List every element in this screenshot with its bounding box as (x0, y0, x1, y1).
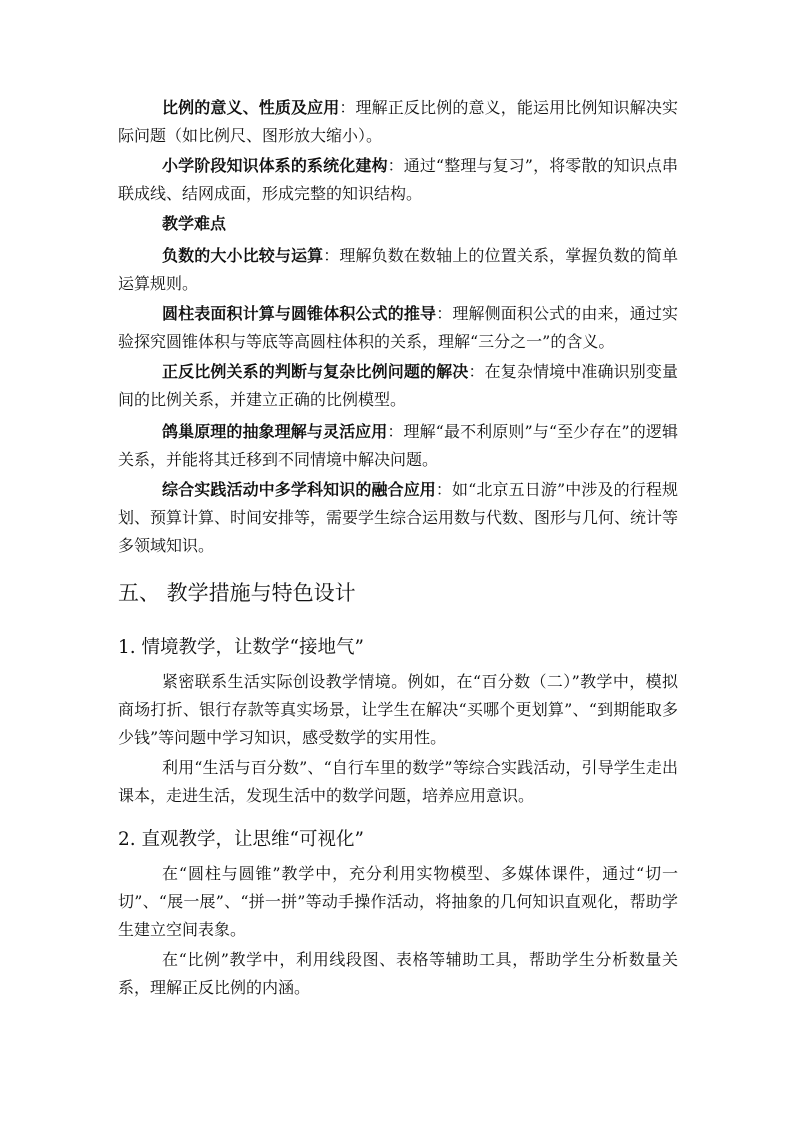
section-title: 五、 教学措施与特色设计 (118, 581, 356, 605)
paragraph-visual-1: 在“圆柱与圆锥”教学中，充分利用实物模型、多媒体课件，通过“切一切”、“展一展”、“拼一拼”等动手操作活动，将抽象的几何知识直观化，帮助学生建立空间表象。 (118, 864, 678, 939)
bold-lead: 综合实践活动中多学科知识的融合应用 (162, 480, 436, 499)
bold-lead: 圆柱表面积计算与圆锥体积公式的推导 (162, 304, 437, 323)
subsection-title-visual: 2. 直观教学，让思维“可视化” (118, 829, 364, 850)
paragraph-text: ：通过“整理与复习”，将零散的知识点串联成线、结网成面，形成完整的知识结构。 (118, 156, 678, 203)
paragraph-pigeonhole (118, 418, 678, 474)
paragraph-proportion-judgement (118, 358, 678, 414)
bold-lead: 正反比例关系的判断与复杂比例问题的解决 (162, 362, 469, 381)
paragraph-text: ：理解“最不利原则”与“至少存在”的逻辑关系，并能将其迁移到不同情境中解决问题。 (118, 422, 678, 469)
paragraph-visual-2: 在“比例”教学中，利用线段图、表格等辅助工具，帮助学生分析数量关系，理解正反比例的内涵。 (118, 950, 678, 997)
paragraph-cylinder-cone (118, 300, 678, 356)
bold-lead: 负数的大小比较与运算 (162, 246, 324, 265)
paragraph-negative-numbers (118, 242, 678, 298)
paragraph-interdisciplinary (118, 476, 678, 560)
paragraph-text: ：如“北京五日游”中涉及的行程规划、预算计算、时间安排等，需要学生综合运用数与代数、图形与几何、统计等多领域知识。 (118, 480, 679, 555)
paragraph-text: ：理解侧面积公式的由来，通过实验探究圆锥体积与等底等高圆柱体积的关系，理解“三分之一”的含义。 (118, 304, 678, 351)
paragraph-proportion (118, 94, 678, 150)
bold-lead: 鸽巢原理的抽象理解与灵活应用 (162, 422, 388, 441)
subsection-title-situational: 1. 情境教学，让数学“接地气” (118, 637, 364, 658)
paragraph-text: ：理解正反比例的意义，能运用比例知识解决实际问题（如比例尺、图形放大缩小）。 (118, 98, 678, 145)
paragraph-situational-1: 紧密联系生活实际创设教学情境。例如，在“百分数（二）”教学中，模拟商场打折、银行存款等真实场景，让学生在解决“买哪个更划算”、“到期能取多少钱”等问题中学习知识，感受数学的实用性。 (118, 672, 678, 747)
bold-lead: 比例的意义、性质及应用 (162, 98, 340, 117)
paragraph-knowledge-system (118, 152, 678, 208)
paragraph-situational-2: 利用“生活与百分数”、“自行车里的数学”等综合实践活动，引导学生走出课本，走进生活，发现生活中的数学问题，培养应用意识。 (118, 758, 678, 805)
paragraph-text: ：理解负数在数轴上的位置关系，掌握负数的简单运算规则。 (118, 246, 678, 293)
difficulty-heading: 教学难点 (162, 214, 227, 233)
paragraph-text: ：在复杂情境中准确识别变量间的比例关系，并建立正确的比例模型。 (118, 362, 678, 409)
bold-lead: 小学阶段知识体系的系统化建构 (162, 156, 388, 175)
